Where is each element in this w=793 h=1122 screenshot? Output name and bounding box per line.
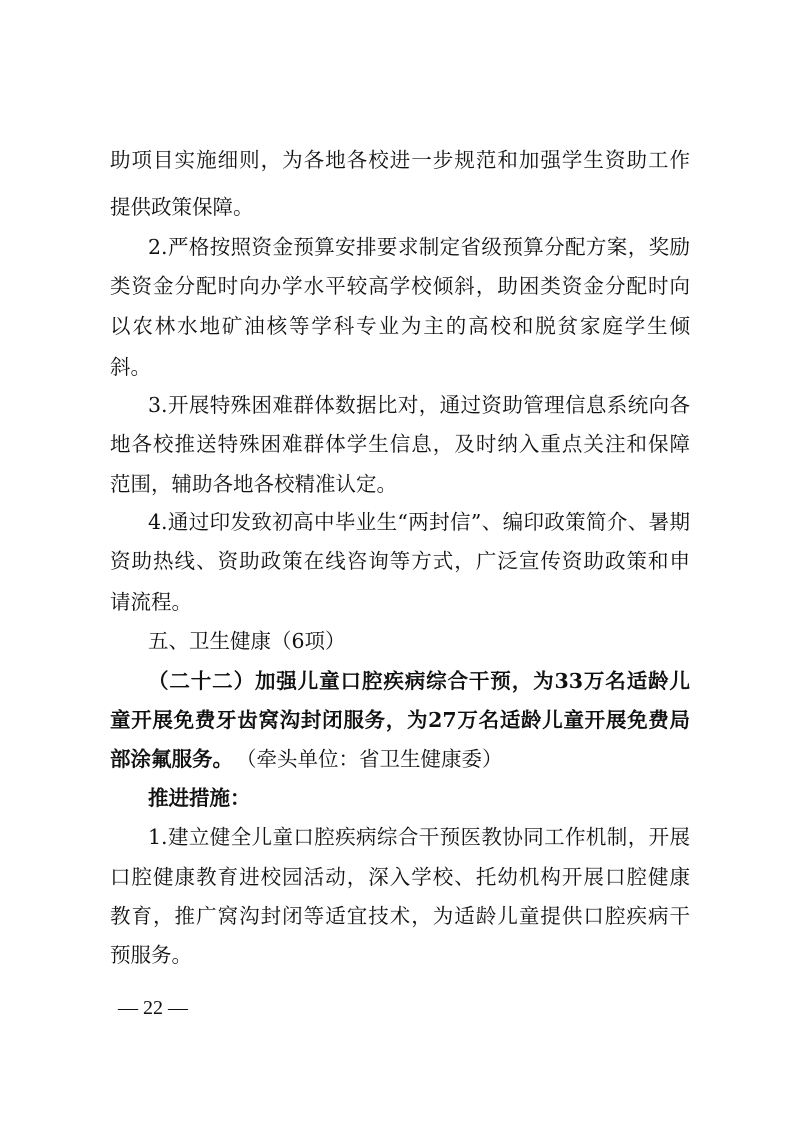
item-heading: 部涂氟服务。	[110, 747, 233, 771]
paragraph-line: 斜。	[110, 355, 151, 379]
item-heading: （二十二）加强儿童口腔疾病综合干预，为33万名适龄儿	[148, 669, 690, 693]
measures-heading: 推进措施：	[148, 786, 251, 810]
paragraph-line: 助项目实施细则，为各地各校进一步规范和加强学生资助工作	[110, 148, 690, 172]
paragraph-line: 3.开展特殊困难群体数据比对，通过资助管理信息系统向各	[148, 393, 690, 417]
paragraph-line: 范围，辅助各地各校精准认定。	[110, 472, 397, 496]
paragraph-line: 请流程。	[110, 590, 192, 614]
paragraph-line: 提供政策保障。	[110, 195, 254, 219]
lead-unit-note: （牵头单位：省卫生健康委）	[236, 747, 503, 771]
paragraph-line: 1.建立健全儿童口腔疾病综合干预医教协同工作机制，开展	[148, 825, 690, 849]
paragraph-line: 预服务。	[110, 943, 192, 967]
paragraph-line: 地各校推送特殊困难群体学生信息，及时纳入重点关注和保障	[110, 432, 690, 456]
paragraph-line: 口腔健康教育进校园活动，深入学校、托幼机构开展口腔健康	[110, 865, 690, 889]
section-heading: 五、卫生健康（6项）	[148, 629, 346, 653]
paragraph-line: 教育，推广窝沟封闭等适宜技术，为适龄儿童提供口腔疾病干	[110, 904, 690, 928]
paragraph-line: 4.通过印发致初高中毕业生“两封信”、编印政策简介、暑期	[148, 510, 690, 534]
paragraph-line: 2.严格按照资金预算安排要求制定省级预算分配方案，奖励	[148, 235, 690, 259]
paragraph-line: 类资金分配时向办学水平较高学校倾斜，助困类资金分配时向	[110, 274, 690, 298]
paragraph-line: 资助热线、资助政策在线咨询等方式，广泛宣传资助政策和申	[110, 549, 690, 573]
page-number: — 22 —	[118, 997, 188, 1019]
item-heading: 童开展免费牙齿窝沟封闭服务，为27万名适龄儿童开展免费局	[110, 708, 690, 732]
paragraph-line: 以农林水地矿油核等学科专业为主的高校和脱贫家庭学生倾	[110, 314, 690, 338]
